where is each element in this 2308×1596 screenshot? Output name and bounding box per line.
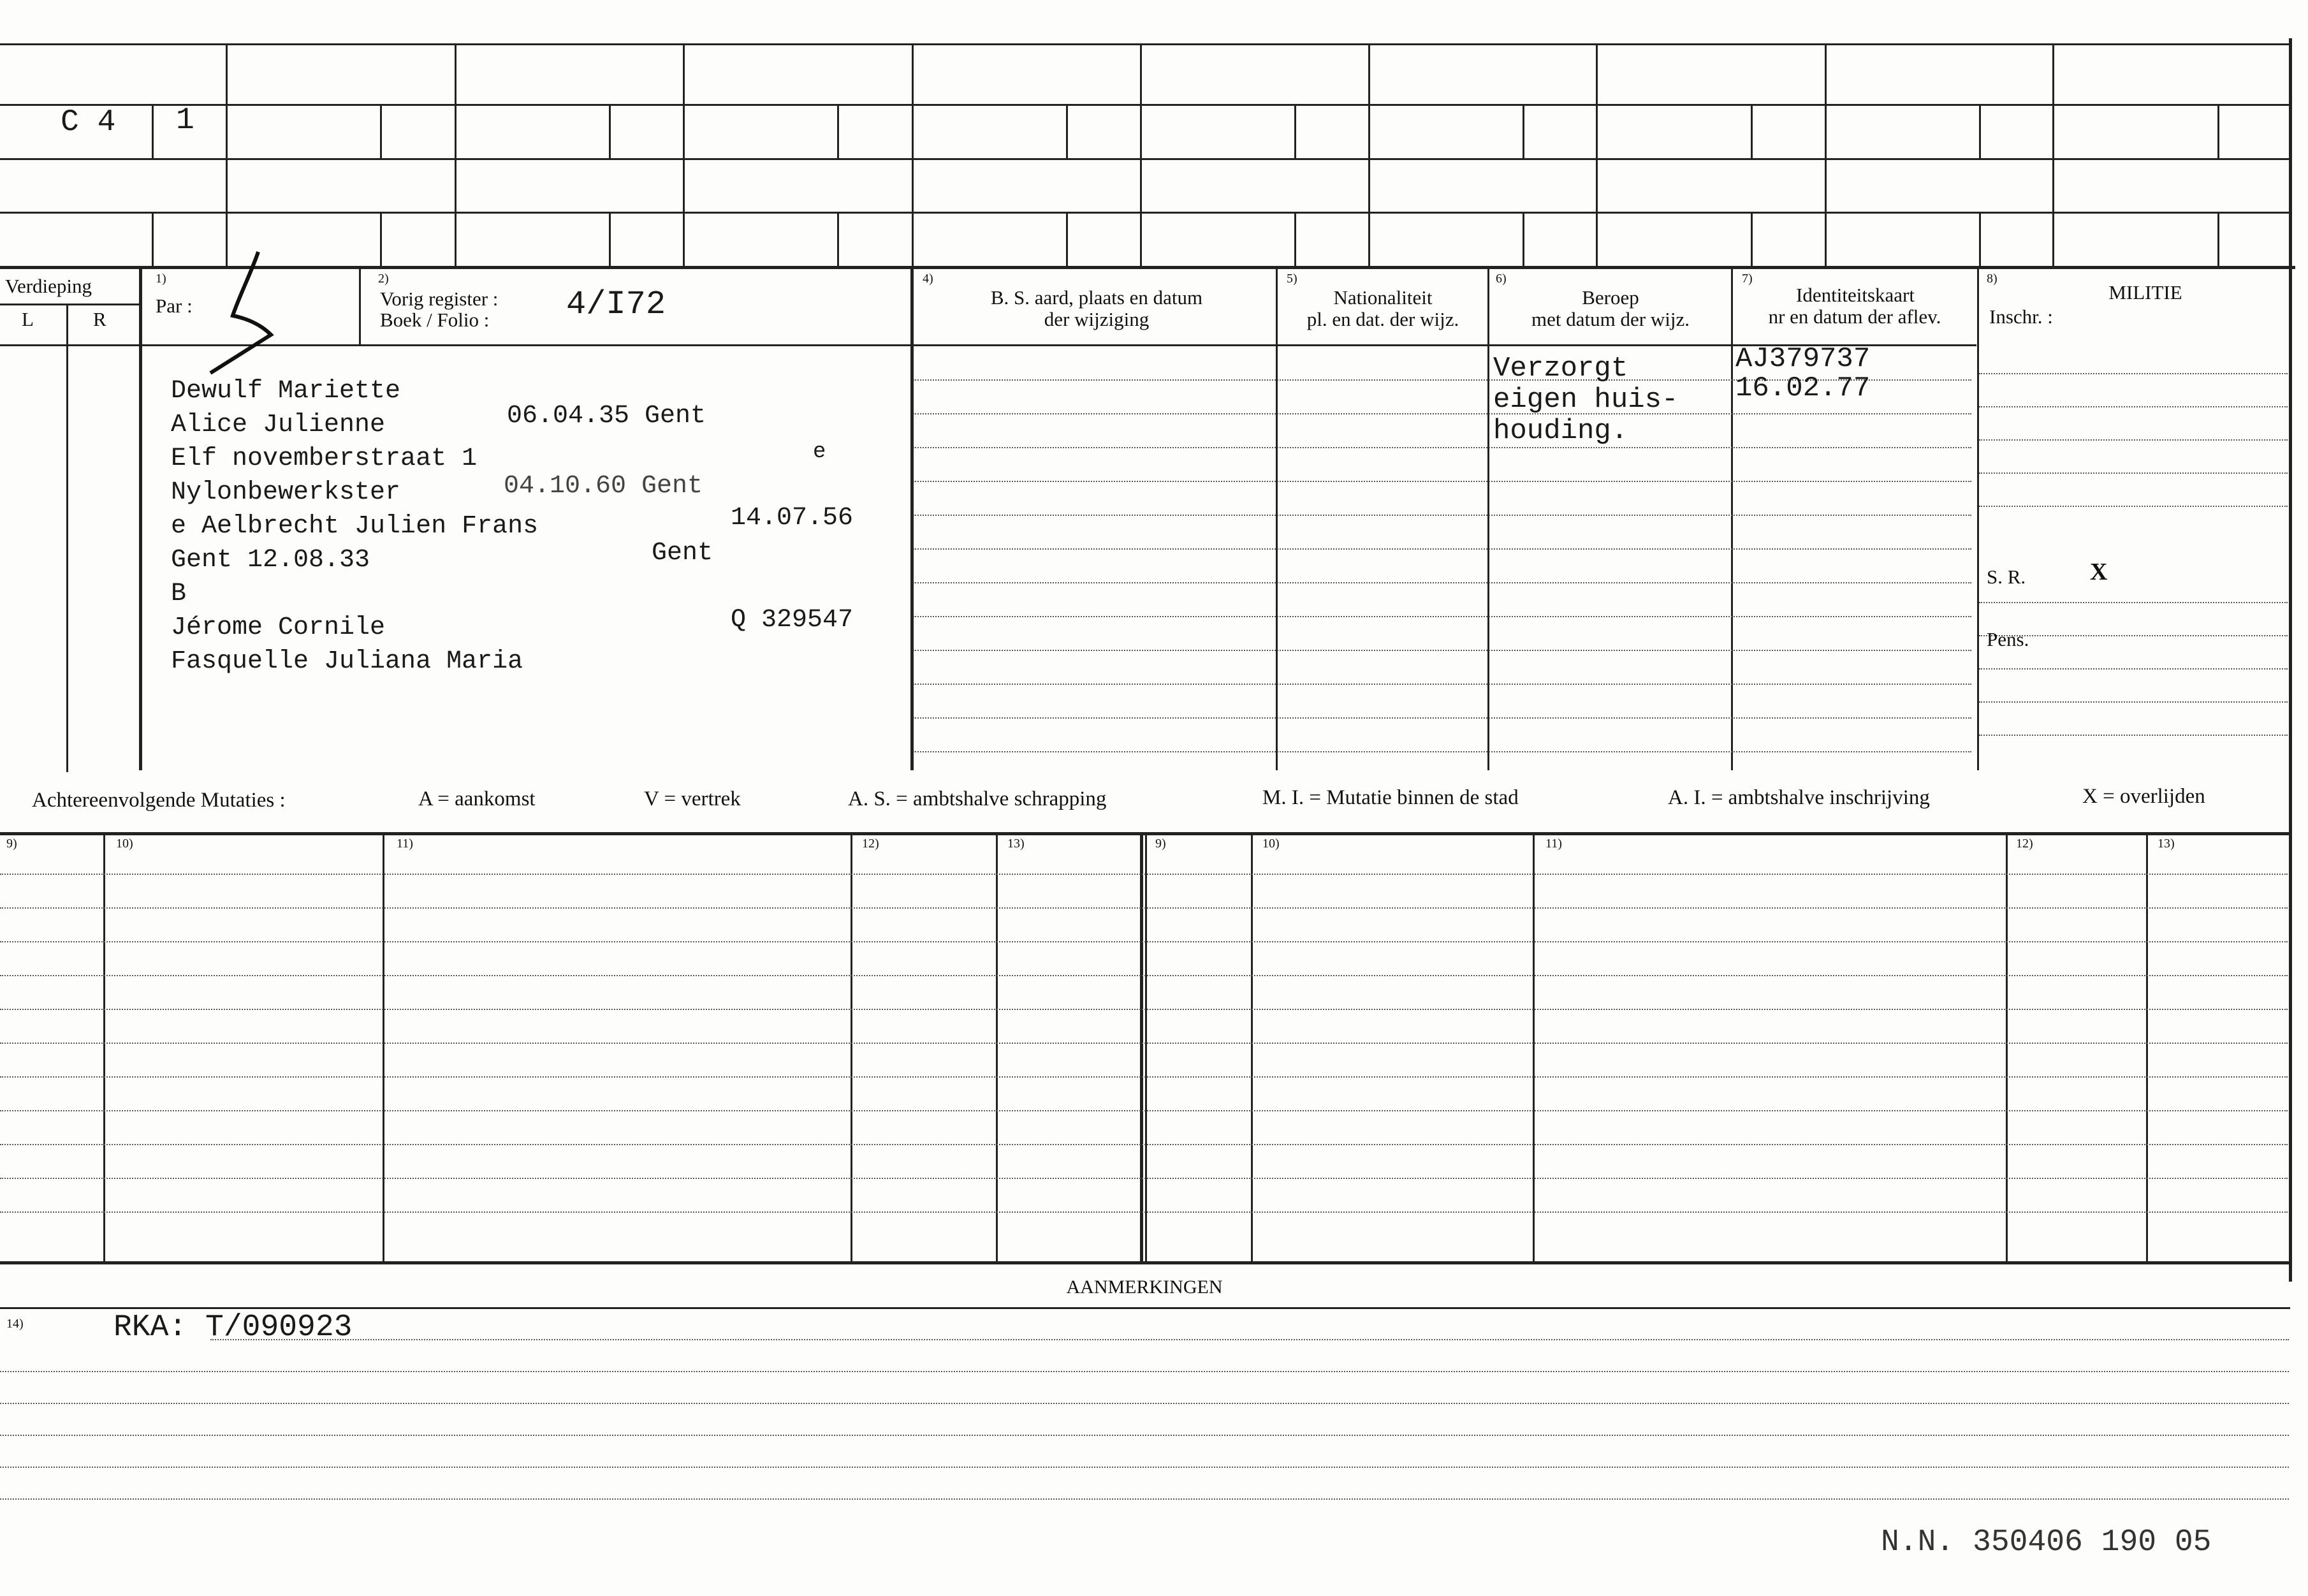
mutation-col-number: 10): [116, 837, 133, 851]
grid-col: [912, 43, 914, 266]
document-number: Q 329547: [731, 606, 854, 634]
person-line: e Aelbrecht Julien Frans: [171, 512, 539, 541]
dotted-rule: [1979, 406, 2288, 407]
sr-value: X: [2090, 559, 2108, 585]
mutation-col-number: 11): [1545, 837, 1562, 851]
verdieping-line: [0, 304, 140, 305]
mutation-legend-item: X = overlijden: [2082, 785, 2205, 808]
nationaliteit-subheader: pl. en dat. der wijz.: [1306, 308, 1459, 330]
grid-subcol: [1066, 104, 1068, 158]
l-label: L: [22, 308, 34, 330]
mutation-col: [2146, 832, 2148, 1261]
dotted-rule: [913, 616, 1971, 617]
birth-date: 06.04.35 Gent: [507, 402, 706, 430]
dotted-rule: [913, 684, 1971, 685]
grid-col: [1140, 43, 1142, 266]
grid-col: [226, 43, 228, 266]
dotted-rule: [210, 1339, 2289, 1340]
mutation-col: [1145, 832, 1147, 1261]
mutations-title: Achtereenvolgende Mutaties :: [32, 789, 286, 812]
grid-subcol: [1066, 212, 1068, 266]
dotted-rule: [1979, 439, 2288, 441]
mutation-col: [851, 832, 852, 1261]
col-divider: [1977, 268, 1979, 770]
beroep-line: Verzorgt: [1493, 353, 1628, 384]
dotted-rule: [913, 650, 1971, 651]
grid-subcol: [609, 104, 611, 158]
remarks-text: RKA: T/090923: [113, 1310, 353, 1345]
person-line: Alice Julienne: [171, 411, 386, 439]
person-line: B: [171, 580, 187, 608]
grid-subcol: [609, 212, 611, 266]
mutation-col-number: 11): [397, 837, 413, 851]
grid-line: [0, 158, 2290, 160]
remarks-title: AANMERKINGEN: [1066, 1277, 1223, 1298]
dotted-rule: [913, 548, 1971, 550]
bs-header-line1: B. S. aard, plaats en datum: [990, 286, 1203, 309]
grid-subcol: [152, 104, 154, 158]
identity-number: AJ379737: [1735, 343, 1871, 375]
mutation-col-number: 10): [1262, 837, 1280, 851]
col-divider: [910, 268, 914, 770]
dotted-rule: [0, 1043, 2288, 1044]
grid-subcol: [2217, 212, 2219, 266]
grid-subcol: [2217, 104, 2219, 158]
mutation-col-number: 13): [2158, 837, 2175, 851]
grid-col: [1825, 43, 1827, 266]
grid-subcol: [1979, 212, 1981, 266]
mutation-col: [1140, 832, 1143, 1261]
mutation-legend-item: A = aankomst: [418, 787, 536, 810]
par-label: Par :: [156, 295, 193, 317]
grid-subcol: [837, 104, 839, 158]
mutation-col-number: 12): [862, 837, 879, 851]
field-number: 14): [6, 1317, 24, 1331]
boek-folio-label: Boek / Folio :: [380, 309, 490, 331]
mutation-col-number: 12): [2016, 837, 2033, 851]
dotted-rule: [0, 1435, 2289, 1436]
dotted-rule: [0, 1009, 2288, 1010]
grid-col: [683, 43, 685, 266]
field-number: 8): [1987, 272, 1998, 286]
mutation-col: [2006, 832, 2008, 1261]
nn-number: N.N. 350406 190 05: [1881, 1525, 2212, 1560]
identity-date: 16.02.77: [1735, 372, 1871, 404]
mutation-legend-item: M. I. = Mutatie binnen de stad: [1262, 786, 1519, 809]
dotted-rule: [0, 1371, 2289, 1372]
remarks-line: [0, 1307, 2290, 1309]
field-number: 4): [923, 272, 933, 286]
mutation-col: [1251, 832, 1253, 1261]
dotted-rule: [0, 874, 2288, 875]
col-divider: [139, 268, 142, 770]
dotted-rule: [0, 1498, 2289, 1500]
dotted-rule: [0, 1212, 2288, 1213]
person-line: Fasquelle Juliana Maria: [171, 647, 523, 676]
dotted-rule: [1979, 735, 2288, 736]
grid-line-thick: [0, 266, 2295, 269]
col-divider: [1731, 268, 1733, 770]
pens-label: Pens.: [1987, 628, 2029, 650]
identiteitskaart-subheader: nr en datum der aflev.: [1768, 305, 1941, 328]
vorig-register-value: 4/I72: [566, 286, 666, 323]
person-details: [171, 374, 538, 678]
mutation-col: [103, 832, 105, 1261]
grid-col: [2052, 43, 2054, 266]
person-line: Jérome Cornile: [171, 613, 386, 642]
nationaliteit-header: Nationaliteit: [1333, 286, 1433, 309]
mutation-legend-item: A. S. = ambtshalve schrapping: [848, 787, 1107, 810]
sr-label: S. R.: [1987, 566, 2026, 588]
grid-subcol: [1751, 212, 1753, 266]
grid-line: [0, 104, 2290, 106]
dotted-rule: [0, 1178, 2288, 1179]
dotted-rule: [0, 1467, 2289, 1468]
identity-card: [1735, 344, 1870, 403]
beroep-text: [1493, 353, 1678, 447]
top-border: [0, 43, 2290, 45]
grid-subcol: [1979, 104, 1981, 158]
inschr-label: Inschr. :: [1989, 305, 2053, 328]
dotted-rule: [1979, 472, 2288, 474]
dotted-rule: [913, 751, 1971, 752]
grid-subcol: [380, 212, 382, 266]
field-number: 6): [1496, 272, 1507, 286]
person-line: Gent 12.08.33: [171, 546, 370, 575]
dotted-rule: [913, 447, 1971, 448]
vorig-register-label: Vorig register :: [380, 288, 499, 310]
marriage-date: 14.07.56: [731, 504, 854, 532]
right-border: [2289, 38, 2292, 1282]
beroep-header: Beroep: [1582, 286, 1639, 309]
dotted-rule: [913, 582, 1971, 583]
dotted-rule: [1979, 373, 2288, 374]
person-line: Dewulf Mariette: [171, 377, 401, 406]
mutation-col: [996, 832, 998, 1261]
dotted-rule: [0, 1110, 2288, 1111]
col-divider: [1487, 268, 1489, 770]
job-date: 04.10.60 Gent: [504, 472, 703, 501]
mutation-col-number: 9): [6, 837, 17, 851]
person-line: Nylonbewerkster: [171, 478, 401, 507]
dotted-rule: [0, 975, 2288, 976]
grid-subcol: [380, 104, 382, 158]
mutations-bottom-line: [0, 1261, 2290, 1264]
grid-subcol: [1523, 104, 1524, 158]
dotted-rule: [913, 413, 1971, 414]
register-number: 1: [176, 103, 194, 138]
field-number: 5): [1287, 272, 1297, 286]
beroep-line: eigen huis-: [1493, 384, 1679, 416]
grid-col: [1368, 43, 1370, 266]
grid-line: [0, 212, 2290, 214]
dotted-rule: [1979, 701, 2288, 703]
grid-col: [455, 43, 456, 266]
mutation-col: [383, 832, 384, 1261]
grid-col: [1596, 43, 1598, 266]
bs-header-line2: der wijziging: [1044, 308, 1150, 330]
field-number: 1): [156, 272, 166, 286]
grid-subcol: [1523, 212, 1524, 266]
col-divider: [359, 268, 361, 344]
dotted-rule: [1979, 602, 2288, 603]
dotted-rule: [1979, 668, 2288, 670]
grid-subcol: [1294, 212, 1296, 266]
col-divider: [1276, 268, 1278, 770]
verdieping-label: Verdieping: [5, 275, 92, 297]
mutation-col-number: 13): [1007, 837, 1025, 851]
dotted-rule: [0, 1076, 2288, 1078]
person-line: Elf novemberstraat 1: [171, 444, 478, 473]
handwritten-mark-icon: [191, 245, 306, 379]
mutation-col-number: 9): [1155, 837, 1166, 851]
grid-subcol: [837, 212, 839, 266]
beroep-subheader: met datum der wijz.: [1531, 308, 1690, 330]
militie-header: MILITIE: [2108, 281, 2182, 304]
dotted-rule: [0, 941, 2288, 942]
dotted-rule: [913, 717, 1971, 719]
grid-subcol: [1751, 104, 1753, 158]
dotted-rule: [0, 907, 2288, 909]
mutation-legend-item: A. I. = ambtshalve inschrijving: [1668, 786, 1930, 809]
col-l-r-divider: [66, 304, 68, 772]
identiteitskaart-header: Identiteitskaart: [1796, 284, 1915, 306]
marriage-place: Gent: [652, 539, 713, 567]
field-number: 7): [1742, 272, 1753, 286]
grid-subcol: [1294, 104, 1296, 158]
mutation-col: [1533, 832, 1535, 1261]
dotted-rule: [913, 515, 1971, 516]
beroep-line: houding.: [1493, 415, 1628, 447]
e-mark: e: [813, 440, 826, 464]
grid-subcol: [152, 212, 154, 266]
dotted-rule: [1979, 506, 2288, 507]
mutation-legend-item: V = vertrek: [644, 787, 741, 810]
r-label: R: [93, 308, 106, 330]
dotted-rule: [913, 481, 1971, 482]
register-code: C 4: [61, 105, 116, 140]
dotted-rule: [0, 1144, 2288, 1145]
field-number: 2): [378, 272, 389, 286]
dotted-rule: [0, 1403, 2289, 1404]
